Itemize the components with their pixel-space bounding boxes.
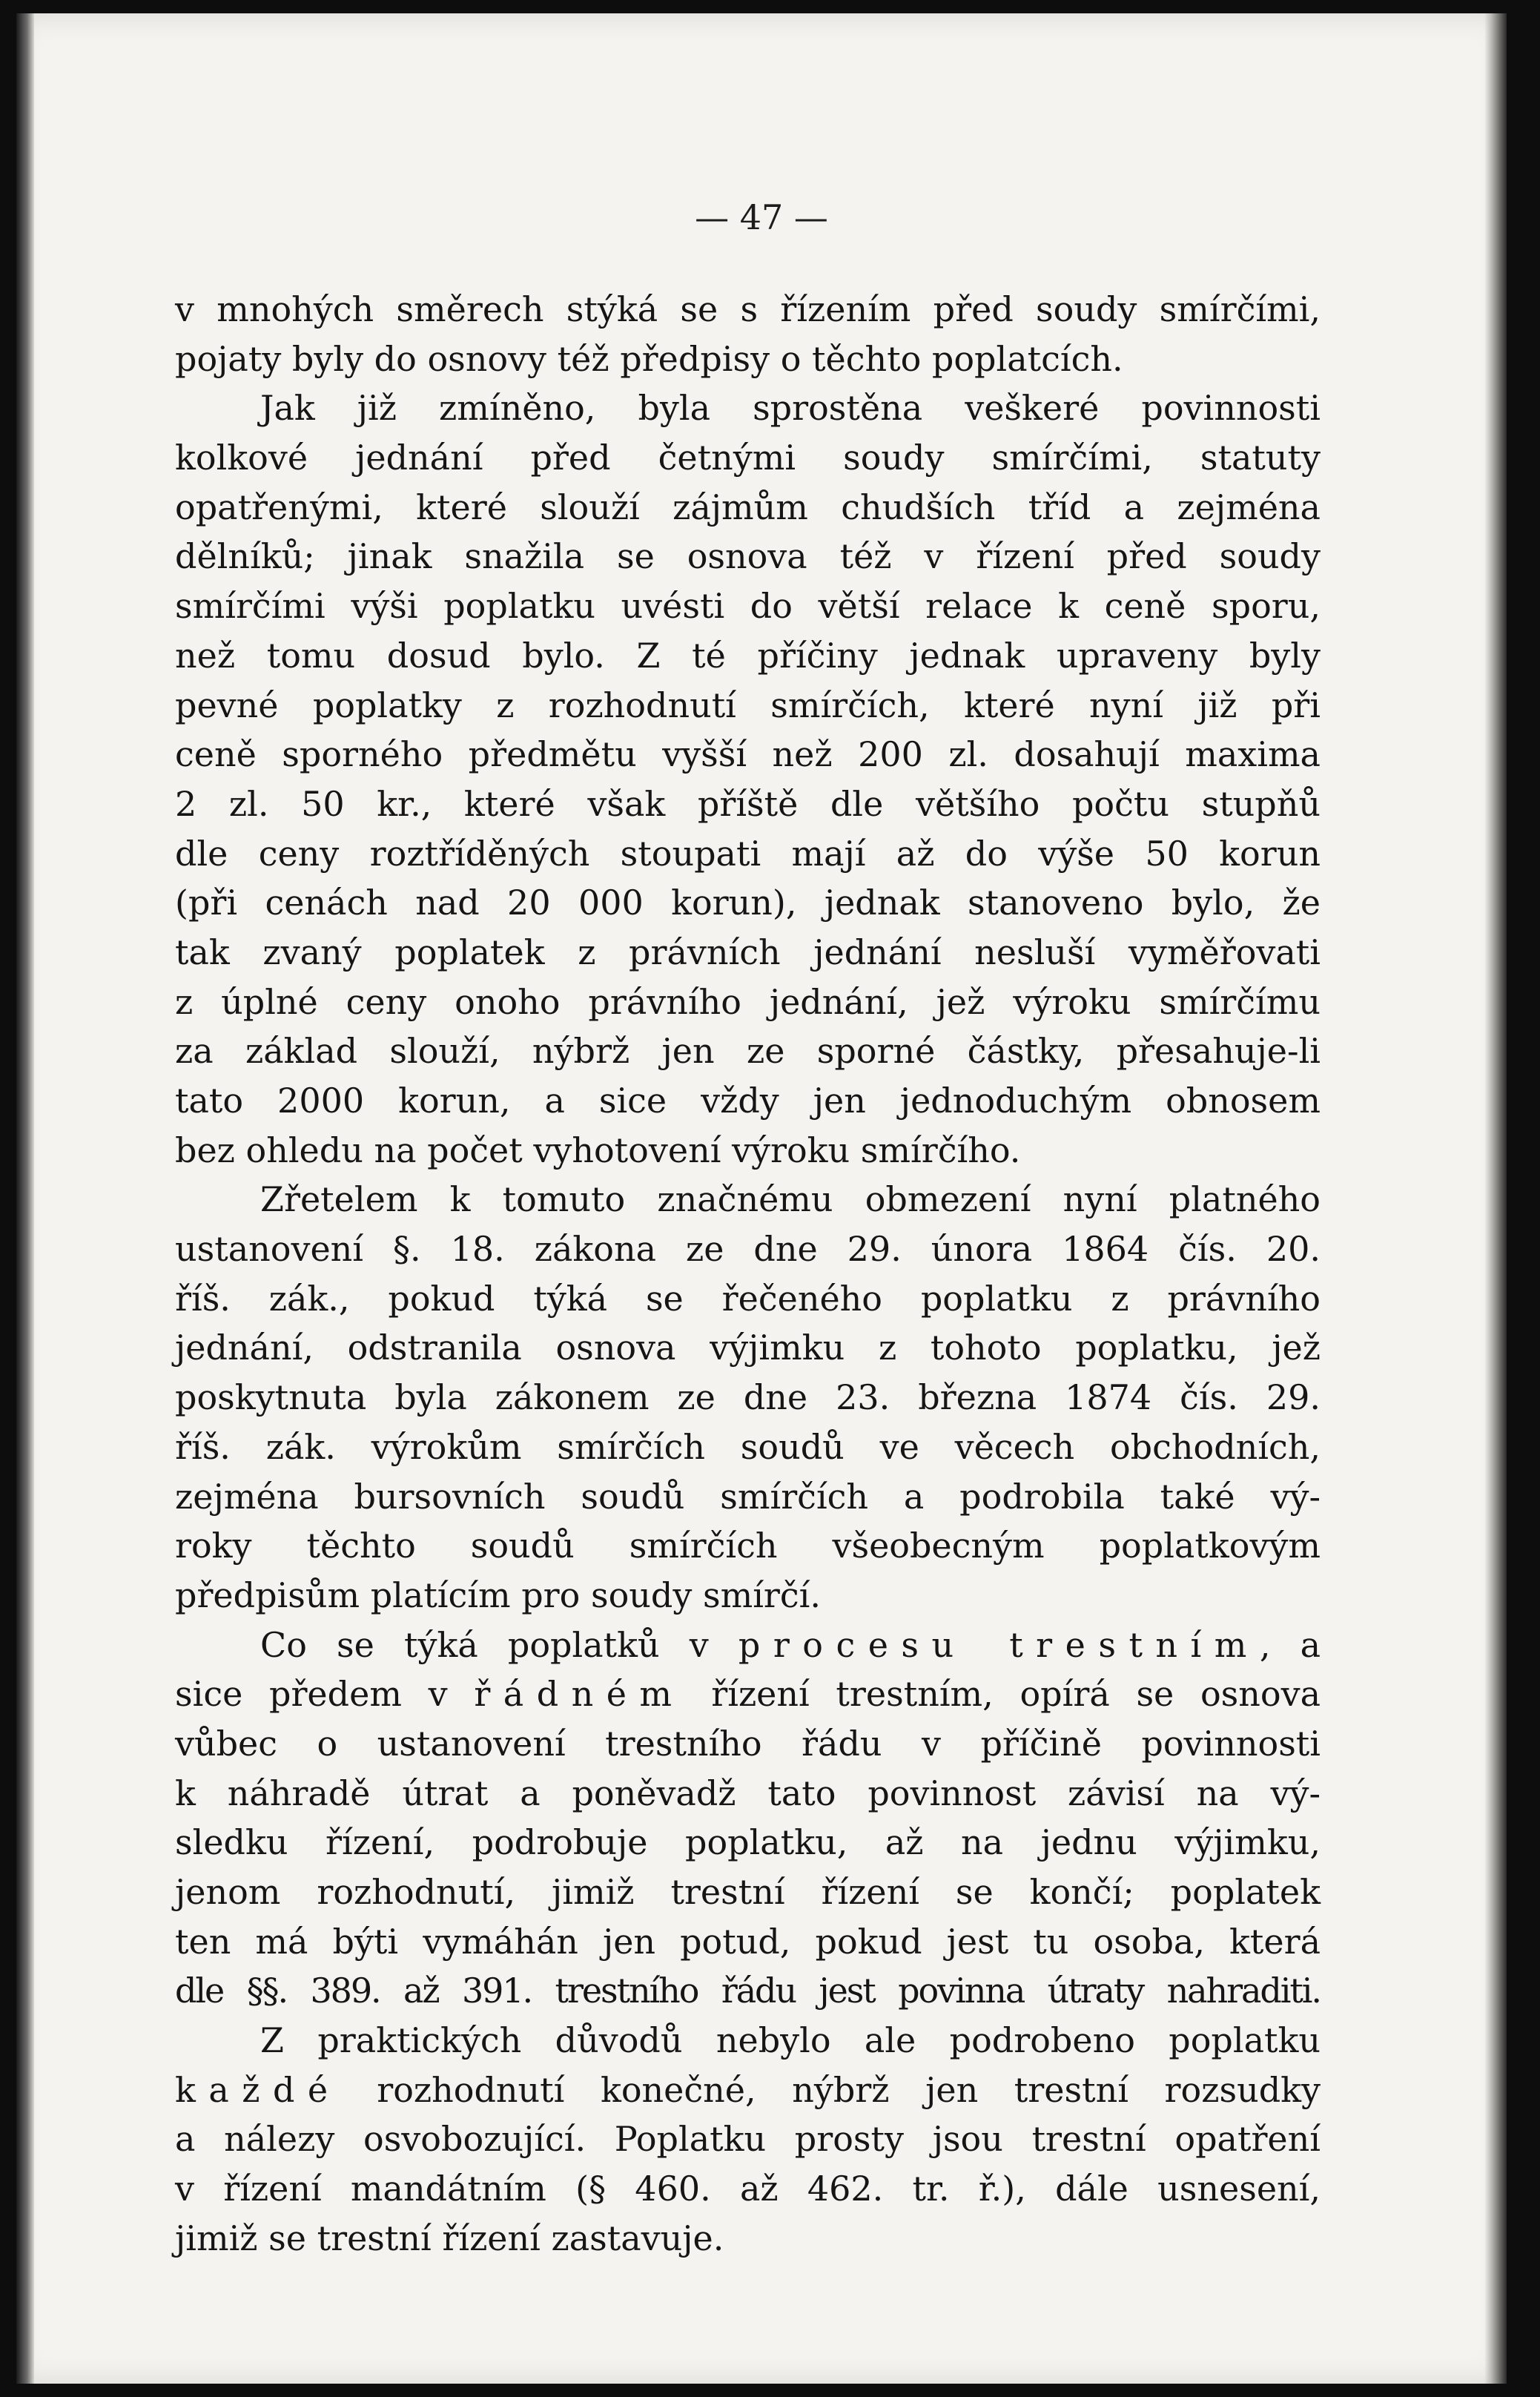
text-line: roky těchto soudů smírčích všeobecným poplatkovým xyxy=(175,1526,1321,1566)
text-line: sledku řízení, podrobuje poplatku, až na jednu výjimku, xyxy=(175,1822,1321,1863)
text-line: z úplné ceny onoho právního jednání, jež výroku smírčímu xyxy=(175,981,1321,1022)
text-line: tak zvaný poplatek z právních jednání nesluší vyměřovati xyxy=(175,932,1321,972)
text-line: ceně sporného předmětu vyšší než 200 zl. dosahují maxima xyxy=(175,734,1321,775)
text-line: k náhradě útrat a poněvadž tato povinnost závisí na vý- xyxy=(175,1773,1321,1813)
page-number: — 47 — xyxy=(695,197,828,237)
text-line: 2 zl. 50 kr., které však příště dle většího počtu stupňů xyxy=(175,783,1321,824)
text-line: v řízení mandátním (§ 460. až 462. tr. ř.), dále usnesení, xyxy=(175,2169,1321,2209)
text-line: v mnohých směrech stýká se s řízením před soudy smírčími, xyxy=(175,289,1321,329)
text-line xyxy=(175,1669,1321,1719)
text-line: říš. zák. výrokům smírčích soudů ve věcech obchodních, xyxy=(175,1426,1321,1467)
page-edge-shadow xyxy=(1484,13,1507,2384)
text-segment: Co se týká poplatků v xyxy=(260,1624,738,1665)
text-line: pojaty byly do osnovy též předpisy o těchto poplatcích. xyxy=(175,338,1123,379)
text-line xyxy=(175,2065,1321,2115)
text-line: dle §§. 389. až 391. trestního řádu jest povinna útraty nahraditi. xyxy=(175,1971,1321,2011)
text-line: Zřetelem k tomuto značnému obmezení nyní platného xyxy=(260,1179,1321,1220)
text-line: říš. zák., pokud týká se řečeného poplatku z právního xyxy=(175,1278,1321,1319)
emphasized-text: procesu trestním xyxy=(738,1624,1260,1665)
emphasized-text: řádném xyxy=(474,1674,685,1715)
text-line: smírčími výši poplatku uvésti do větší relace k ceně sporu, xyxy=(175,586,1321,627)
text-segment: rozhodnutí konečné, nýbrž jen trestní rozsudky xyxy=(340,2069,1321,2110)
text-segment: sice předem v xyxy=(175,1674,475,1715)
body-text xyxy=(175,285,1321,2264)
text-line: Jak již zmíněno, byla sprostěna veškeré povinnosti xyxy=(260,388,1321,429)
text-line xyxy=(175,1620,1321,1670)
text-line: ten má býti vymáhán jen potud, pokud jest tu osoba, která xyxy=(175,1921,1321,1962)
text-line: opatřenými, které slouží zájmům chudších tříd a zejména xyxy=(175,487,1321,527)
text-line: pevné poplatky z rozhodnutí smírčích, které nyní již při xyxy=(175,685,1321,725)
text-line: ustanovení §. 18. zákona ze dne 29. února 1864 čís. 20. xyxy=(175,1229,1321,1270)
text-line: tato 2000 korun, a sice vždy jen jednoduchým obnosem xyxy=(175,1081,1321,1121)
text-line: kolkové jednání před četnými soudy smírčími, statuty xyxy=(175,438,1321,478)
text-line: dle ceny roztříděných stoupati mají až do výše 50 korun xyxy=(175,833,1321,874)
text-line: zejména bursovních soudů smírčích a podrobila také vý- xyxy=(175,1476,1321,1517)
text-segment: , a xyxy=(1259,1624,1321,1665)
binding-shadow xyxy=(16,13,34,2384)
text-line: Z praktických důvodů nebylo ale podrobeno poplatku xyxy=(260,2020,1321,2061)
text-line: za základ slouží, nýbrž jen ze sporné částky, přesahuje-li xyxy=(175,1031,1321,1072)
text-line: bez ohledu na počet vyhotovení výroku smírčího. xyxy=(175,1130,1021,1170)
text-line: jednání, odstranila osnova výjimku z tohoto poplatku, jež xyxy=(175,1328,1321,1368)
text-line: vůbec o ustanovení trestního řádu v příčině povinnosti xyxy=(175,1723,1321,1764)
text-line: jenom rozhodnutí, jimiž trestní řízení se končí; poplatek xyxy=(175,1872,1321,1912)
text-line: poskytnuta byla zákonem ze dne 23. března 1874 čís. 29. xyxy=(175,1377,1321,1418)
emphasized-text: každé xyxy=(175,2069,341,2110)
text-line: předpisům platícím pro soudy smírčí. xyxy=(175,1575,821,1615)
text-line: než tomu dosud bylo. Z té příčiny jednak upraveny byly xyxy=(175,635,1321,676)
text-line: jimiž se trestní řízení zastavuje. xyxy=(175,2218,724,2258)
book-page xyxy=(16,13,1507,2384)
text-line: (při cenách nad 20 000 korun), jednak stanoveno bylo, že xyxy=(175,883,1321,923)
text-line: a nálezy osvobozující. Poplatku prosty jsou trestní opatření xyxy=(175,2119,1321,2160)
text-segment: řízení trestním, opírá se osnova xyxy=(684,1674,1321,1715)
text-line: dělníků; jinak snažila se osnova též v řízení před soudy xyxy=(175,536,1321,577)
